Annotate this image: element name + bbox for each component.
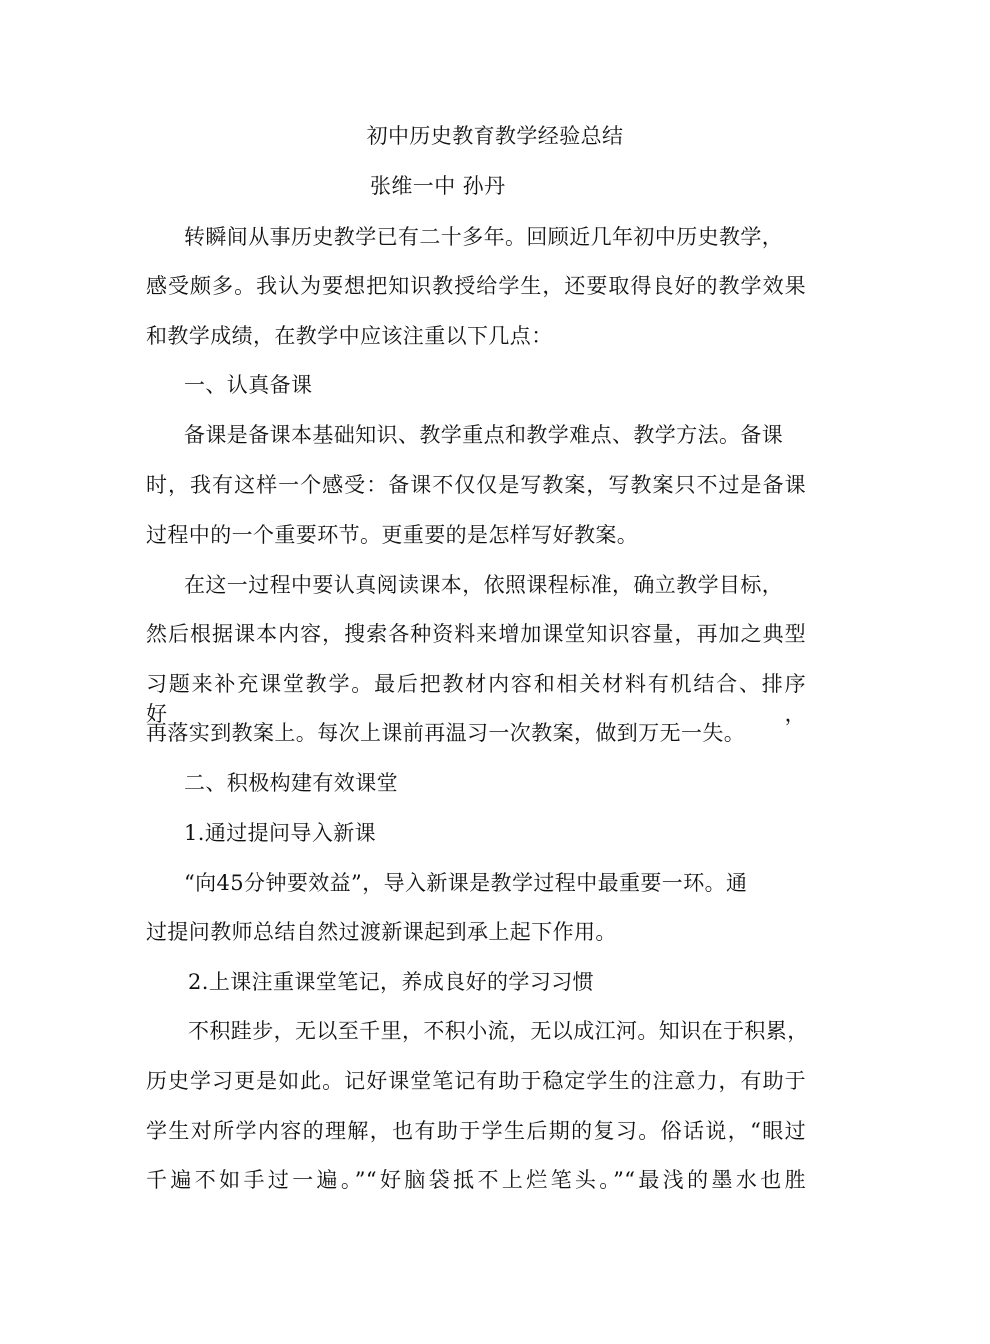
paragraph-line: 再落实到教案上。每次上课前再温习一次教案，做到万无一失。	[146, 721, 746, 745]
subsection-heading: 1.通过提问导入新课	[184, 821, 377, 845]
paragraph-line: 过提问教师总结自然过渡新课起到承上起下作用。	[146, 920, 617, 944]
section-heading: 一、认真备课	[184, 373, 313, 397]
paragraph-line: 历史学习更是如此。记好课堂笔记有助于稳定学生的注意力，有助于	[146, 1069, 806, 1093]
paragraph-line: “向45分钟要效益”，导入新课是教学过程中最重要一环。通	[184, 871, 748, 895]
paragraph-line: 千遍不如手过一遍。”“好脑袋抵不上烂笔头。”“最浅的墨水也胜	[146, 1168, 806, 1192]
paragraph-line: 转瞬间从事历史教学已有二十多年。回顾近几年初中历史教学，	[184, 225, 784, 249]
paragraph-line: 感受颇多。我认为要想把知识教授给学生，还要取得良好的教学效果	[146, 274, 806, 298]
paragraph-line: 和教学成绩，在教学中应该注重以下几点：	[146, 324, 553, 348]
paragraph-line: 学生对所学内容的理解，也有助于学生后期的复习。俗话说，“眼过	[146, 1119, 806, 1143]
document-author: 张维一中 孙丹	[370, 174, 506, 198]
section-heading: 二、积极构建有效课堂	[184, 771, 398, 795]
subsection-heading: 2.上课注重课堂笔记，养成良好的学习习惯	[188, 970, 595, 994]
paragraph-line: 然后根据课本内容，搜索各种资料来增加课堂知识容量，再加之典型	[146, 622, 806, 646]
paragraph-line: 过程中的一个重要环节。更重要的是怎样写好教案。	[146, 523, 639, 547]
paragraph-line: 不积跬步，无以至千里，不积小流，无以成江河。知识在于积累，	[188, 1019, 809, 1043]
paragraph-line: 在这一过程中要认真阅读课本，依照课程标准，确立教学目标，	[184, 573, 784, 597]
document-title: 初中历史教育教学经验总结	[366, 124, 624, 148]
paragraph-line: 备课是备课本基础知识、教学重点和教学难点、教学方法。备课	[184, 423, 784, 447]
paragraph-line: 时，我有这样一个感受：备课不仅仅是写教案，写教案只不过是备课	[146, 473, 806, 497]
paragraph-line: 习题来补充课堂教学。最后把教材内容和相关材料有机结合、排序好，	[146, 672, 806, 726]
